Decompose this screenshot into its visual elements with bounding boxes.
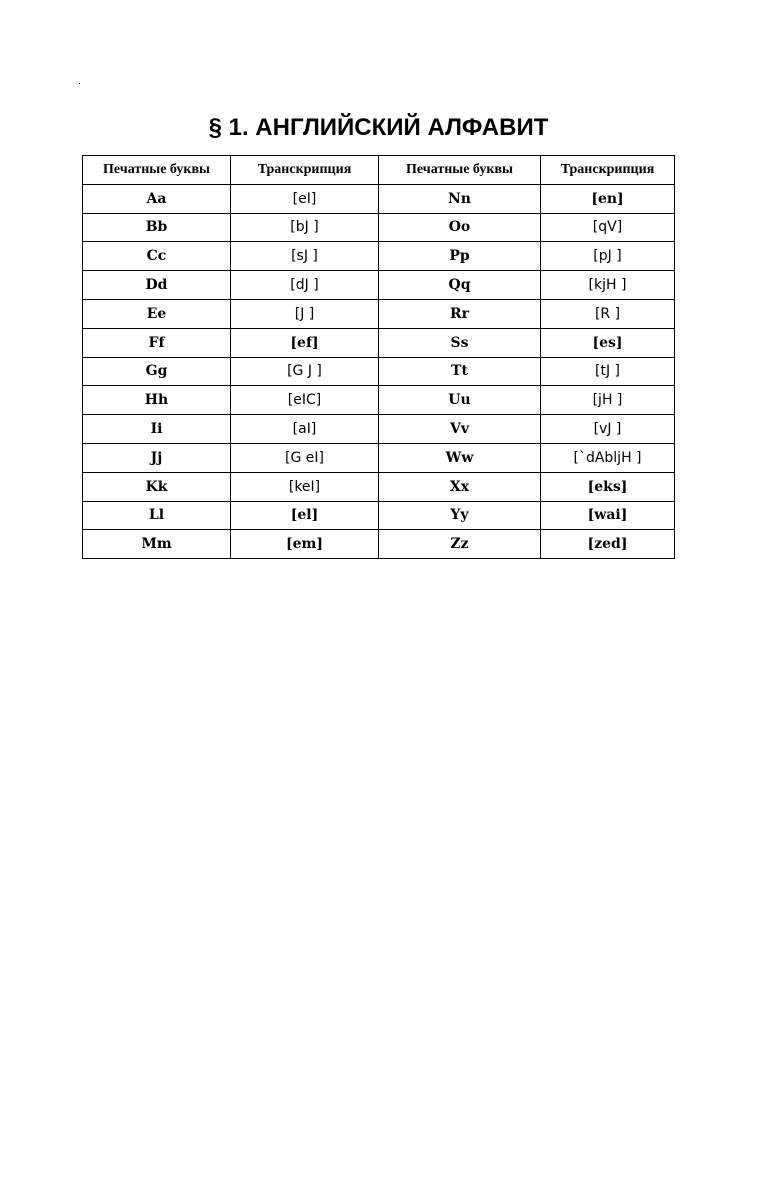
transcription-cell: [sJ ] — [231, 242, 379, 271]
letter-cell: Ii — [83, 415, 231, 444]
transcription-cell: [em] — [231, 530, 379, 559]
table-header-row — [83, 156, 675, 185]
table-row — [83, 299, 675, 328]
letter-cell: Vv — [379, 415, 541, 444]
transcription-cell: [dJ ] — [231, 271, 379, 300]
letter-cell: Rr — [379, 299, 541, 328]
table-row — [83, 213, 675, 242]
letter-cell: Tt — [379, 357, 541, 386]
transcription-cell: [wai] — [541, 501, 675, 530]
transcription-cell: [zed] — [541, 530, 675, 559]
letter-cell: Gg — [83, 357, 231, 386]
transcription-cell: [eI] — [231, 184, 379, 213]
header-transcription-1: Транскрипция — [231, 156, 379, 185]
letter-cell: Hh — [83, 386, 231, 415]
transcription-cell: [keI] — [231, 472, 379, 501]
letter-cell: Pp — [379, 242, 541, 271]
letter-cell: Ll — [83, 501, 231, 530]
table-row — [83, 242, 675, 271]
letter-cell: Dd — [83, 271, 231, 300]
transcription-cell: [en] — [541, 184, 675, 213]
table-row — [83, 530, 675, 559]
letter-cell: Kk — [83, 472, 231, 501]
letter-cell: Oo — [379, 213, 541, 242]
letter-cell: Zz — [379, 530, 541, 559]
table-row — [83, 328, 675, 357]
transcription-cell: [vJ ] — [541, 415, 675, 444]
transcription-cell: [eIC] — [231, 386, 379, 415]
letter-cell: Uu — [379, 386, 541, 415]
header-printed-letters-1: Печатные буквы — [83, 156, 231, 185]
table-row — [83, 472, 675, 501]
letter-cell: Aa — [83, 184, 231, 213]
stray-dot — [79, 83, 80, 84]
transcription-cell: [el] — [231, 501, 379, 530]
letter-cell: Mm — [83, 530, 231, 559]
letter-cell: Ww — [379, 443, 541, 472]
transcription-cell: [tJ ] — [541, 357, 675, 386]
transcription-cell: [G J ] — [231, 357, 379, 386]
table-row — [83, 357, 675, 386]
table-row — [83, 271, 675, 300]
letter-cell: Cc — [83, 242, 231, 271]
letter-cell: Yy — [379, 501, 541, 530]
letter-cell: Bb — [83, 213, 231, 242]
alphabet-table — [82, 155, 675, 559]
table-row — [83, 386, 675, 415]
transcription-cell: [pJ ] — [541, 242, 675, 271]
transcription-cell: [qV] — [541, 213, 675, 242]
letter-cell: Jj — [83, 443, 231, 472]
table-row — [83, 184, 675, 213]
transcription-cell: [eks] — [541, 472, 675, 501]
page-title: § 1. АНГЛИЙСКИЙ АЛФАВИТ — [208, 114, 549, 141]
header-printed-letters-2: Печатные буквы — [379, 156, 541, 185]
transcription-cell: [G eI] — [231, 443, 379, 472]
transcription-cell: [J ] — [231, 299, 379, 328]
table-row — [83, 501, 675, 530]
header-transcription-2: Транскрипция — [541, 156, 675, 185]
letter-cell: Nn — [379, 184, 541, 213]
table-row — [83, 443, 675, 472]
letter-cell: Ss — [379, 328, 541, 357]
table-row — [83, 415, 675, 444]
transcription-cell: [R ] — [541, 299, 675, 328]
transcription-cell: [kjH ] — [541, 271, 675, 300]
letter-cell: Ff — [83, 328, 231, 357]
letter-cell: Ee — [83, 299, 231, 328]
transcription-cell: [`dAbljH ] — [541, 443, 675, 472]
transcription-cell: [bJ ] — [231, 213, 379, 242]
letter-cell: Xx — [379, 472, 541, 501]
transcription-cell: [jH ] — [541, 386, 675, 415]
transcription-cell: [es] — [541, 328, 675, 357]
transcription-cell: [ef] — [231, 328, 379, 357]
letter-cell: Qq — [379, 271, 541, 300]
transcription-cell: [aI] — [231, 415, 379, 444]
